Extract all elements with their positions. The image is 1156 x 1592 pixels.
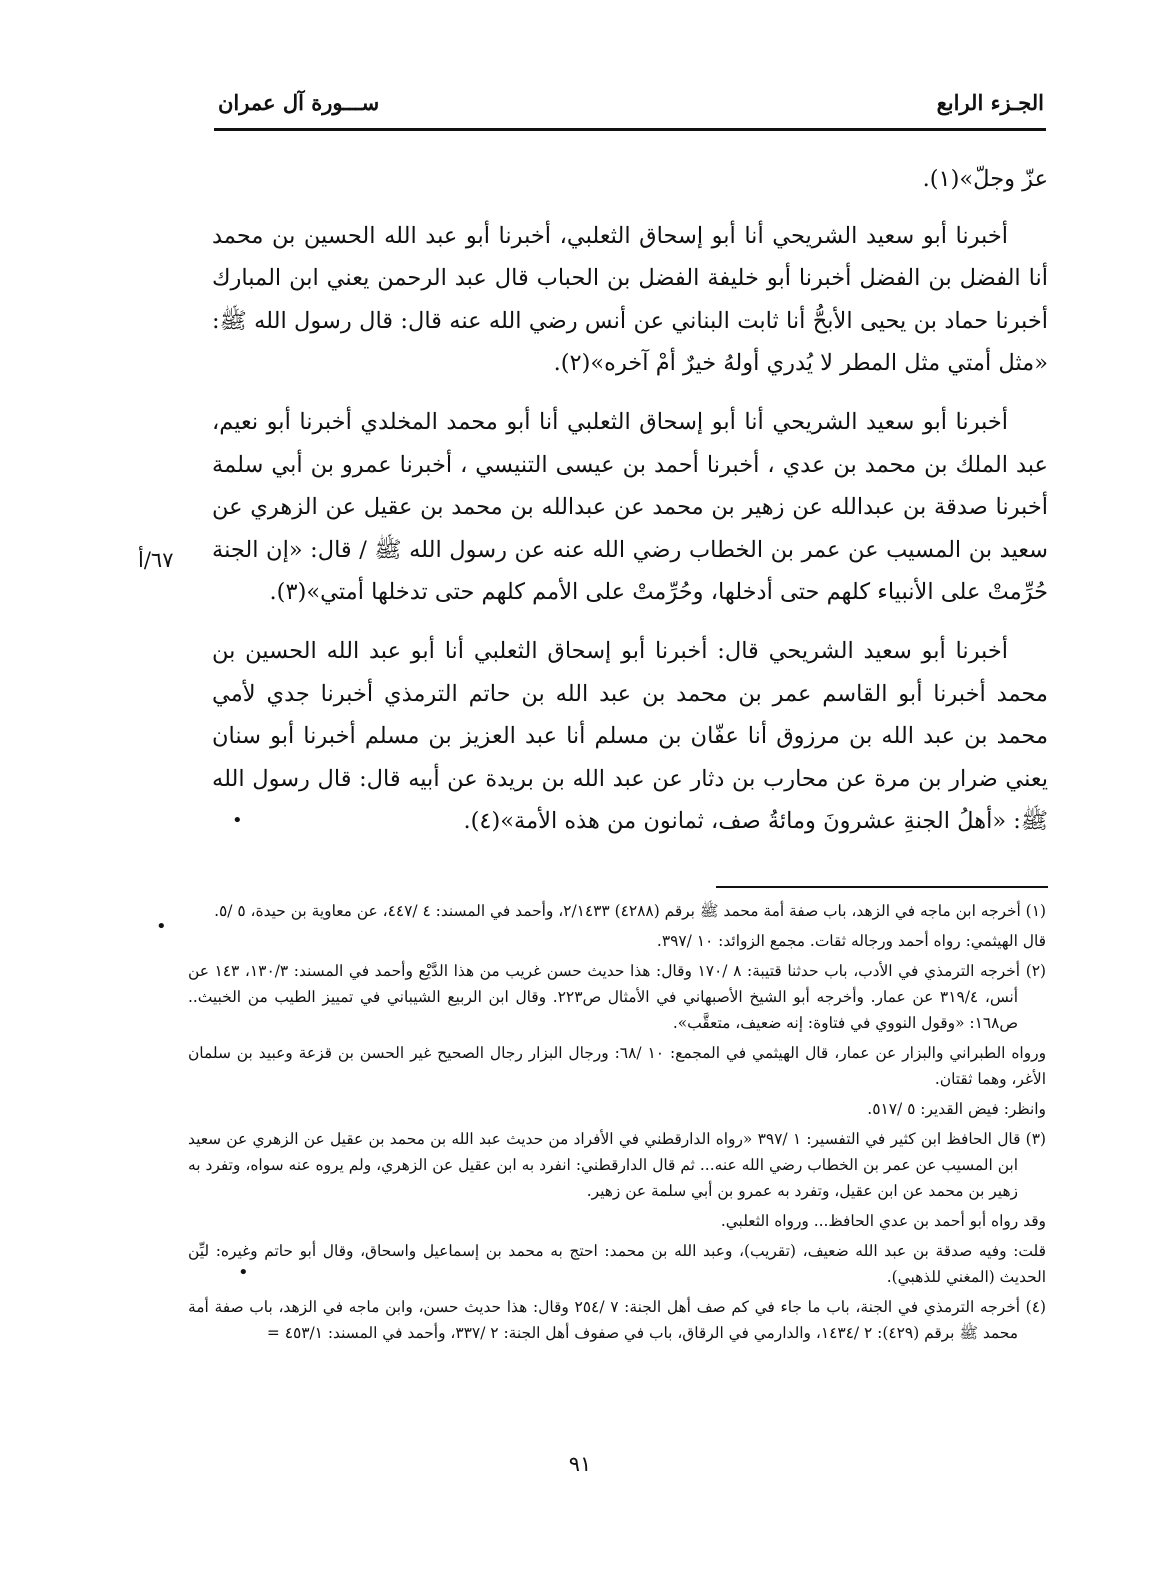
footnote-4: (٤) أخرجه الترمذي في الجنة، باب ما جاء في كم صف أهل الجنة: ٧ /٢٥٤ وقال: هذا حديث حسن، وابن ماجه في الزهد، باب صفة أمة محمد ﷺ برقم (٤٢٩): ٢ /١٤٣٤، والدارمي في الرقاق، باب في صفوف أهل الجنة: ٢ /٣٣٧، وأحمد في المسند: ٤٥٣/١ = (188, 1298, 1046, 1342)
paragraph-4: أخبرنا أبو سعيد الشريحي قال: أخبرنا أبو إسحاق الثعلبي أنا أبو عبد الله الحسين بن محمد أخبرنا أبو القاسم عمر بن محمد بن عبد الله بن حاتم الترمذي أخبرنا جدي لأمي محمد بن عبد الله بن مرزوق أنا عفّان بن مسلم أنا عبد العزيز بن مسلم أخبرنا أبو سنان يعني ضرار بن مرة عن محارب بن دثار عن عبد الله بن بريدة عن أبيه قال: قال رسول الله ﷺ: «أهلُ الجنةِ عشرونَ ومائةُ صف، ثمانون من هذه الأمة»(٤). (212, 637, 1048, 835)
main-text (212, 158, 1048, 859)
footnote-rule (716, 886, 1048, 888)
paragraph-2: أخبرنا أبو سعيد الشريحي أنا أبو إسحاق الثعلبي، أخبرنا أبو عبد الله الحسين بن محمد أنا الفضل بن الفضل أخبرنا أبو خليفة الفضل بن الحباب قال عبد الرحمن يعني ابن المبارك أخبرنا حماد بن يحيى الأبحُّ أنا ثابت البناني عن أنس رضي الله عنه قال: قال رسول الله ﷺ: «مثل أمتي مثل المطر لا يُدري أولهُ خيرٌ أمْ آخره»(٢). (212, 222, 1048, 377)
paragraph-3: أخبرنا أبو سعيد الشريحي أنا أبو إسحاق الثعلبي أنا أبو محمد المخلدي أخبرنا أبو نعيم، عبد الملك بن محمد بن عدي ، أخبرنا أحمد بن عيسى التنيسي ، أخبرنا عمرو بن أبي سلمة أخبرنا صدقة بن عبدالله عن زهير بن محمد عن عبدالله بن محمد بن عقيل عن الزهري عن سعيد بن المسيب عن عمر بن الخطاب رضي الله عنه عن رسول الله ﷺ / قال: «إن الجنة حُرِّمتْ على الأنبياء كلهم حتى أدخلها، وحُرِّمتْ على الأمم كلهم حتى تدخلها أمتي»(٣). (212, 408, 1048, 606)
footnote-2: (٢) أخرجه الترمذي في الأدب، باب حدثنا قتيبة: ٨ /١٧٠ وقال: هذا حديث حسن غريب من هذا الدَّيْع وأحمد في المسند: ١٣٠/٣، ١٤٣ عن أنس، ٣١٩/٤ عن عمار. وأخرجه أبو الشيخ الأصبهاني في الأمثال ص٢٢٣. وقال ابن الربيع الشيباني في تمييز الطيب من الخبيث.. ص١٦٨: «وقول النووي في فتاوة: إنه ضعيف، متعقَّب». (188, 962, 1046, 1032)
footnotes (188, 898, 1046, 1350)
paragraph-1: عزّ وجلّ»(١). (922, 166, 1048, 192)
footnote-3: (٣) قال الحافظ ابن كثير في التفسير: ١ /٣٩٧ «رواه الدارقطني في الأفراد من حديث عبد الله بن محمد بن عقيل عن الزهري عن سعيد ابن المسيب عن عمر بن الخطاب رضي الله عنه... ثم قال الدارقطني: انفرد به ابن عقيل عن الزهري، ولم يروه عنه سواه، وتفرد به زهير بن محمد عن ابن عقيل، وتفرد به عمرو بن أبي سلمة عن زهير. (188, 1130, 1046, 1200)
header-part: الجـزء الرابع (936, 90, 1044, 115)
footnote-2-see: وانظر: فيض القدير: ٥ /٥١٧. (867, 1100, 1046, 1118)
footnote-1-note: قال الهيثمي: رواه أحمد ورجاله ثقات. مجمع الزوائد: ١٠ /٣٩٧. (656, 932, 1046, 950)
header-rule (214, 128, 1046, 131)
page-number: ٩١ (568, 1452, 592, 1476)
footnote-2-note: ورواه الطبراني والبزار عن عمار، قال الهيثمي في المجمع: ١٠ /٦٨: ورجال البزار رجال الصحيح غير الحسن بن قزعة وعبيد بن سلمان الأغر، وهما ثقتان. (188, 1044, 1047, 1088)
header-surah: ســـورة آل عمران (218, 90, 380, 115)
footnote-1: (١) أخرجه ابن ماجه في الزهد، باب صفة أمة محمد ﷺ برقم (٤٢٨٨) ٢/١٤٣٣، وأحمد في المسند: ٤ /٤٤٧، عن معاوية بن حيدة، ٥ /٥. (214, 902, 1046, 920)
ink-dot: • (156, 916, 167, 937)
ink-dot: • (238, 1262, 249, 1283)
footnote-3-comment: قلت: وفيه صدقة بن عبد الله ضعيف، (تقريب)، وعبد الله بن محمد: احتج به محمد بن إسماعيل واسحاق، وقال أبو حاتم وغيره: ليِّن الحديث (المغني للذهبي). (188, 1242, 1046, 1286)
ink-dot: • (232, 810, 243, 831)
running-header (214, 84, 1044, 124)
footnote-3-note: وقد رواه أبو أحمد بن عدي الحافظ... ورواه الثعلبي. (720, 1212, 1046, 1230)
manuscript-folio-note: ٦٧/أ (138, 548, 174, 572)
